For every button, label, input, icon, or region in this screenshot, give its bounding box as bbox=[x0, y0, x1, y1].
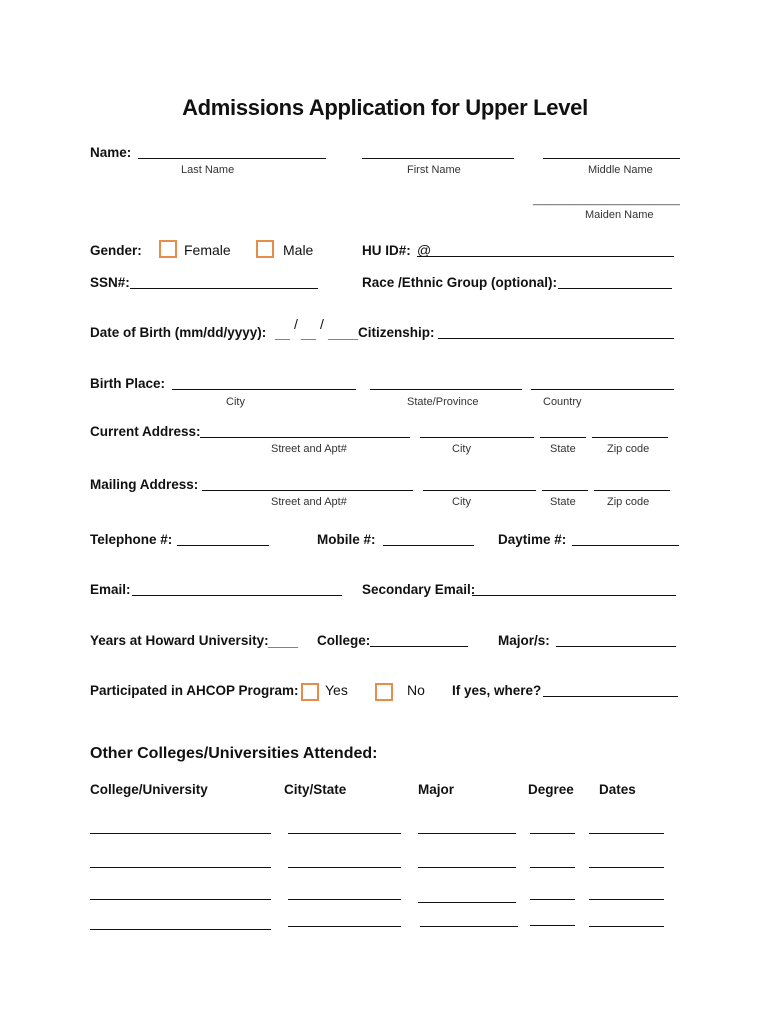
college-row-4-college[interactable] bbox=[90, 929, 271, 930]
secondary-email-field[interactable] bbox=[472, 595, 676, 596]
college-row-1-major[interactable] bbox=[418, 833, 516, 834]
citizenship-field[interactable] bbox=[438, 338, 674, 339]
college-row-4-dates[interactable] bbox=[589, 926, 664, 927]
ahcop-yes-label: Yes bbox=[325, 682, 348, 698]
birth-city-caption: City bbox=[226, 396, 245, 408]
male-label: Male bbox=[283, 242, 314, 258]
college-row-2-degree[interactable] bbox=[530, 867, 575, 868]
college-row-1-degree[interactable] bbox=[530, 833, 575, 834]
mobile-field[interactable] bbox=[383, 545, 474, 546]
birth-place-label: Birth Place: bbox=[90, 376, 166, 391]
telephone-field[interactable] bbox=[177, 545, 269, 546]
mailing-city-field[interactable] bbox=[423, 490, 536, 491]
birth-city-field[interactable] bbox=[172, 389, 356, 390]
birth-state-field[interactable] bbox=[370, 389, 522, 390]
mailing-street-field[interactable] bbox=[202, 490, 413, 491]
ahcop-label: Participated in AHCOP Program: bbox=[90, 683, 299, 698]
column-dates: Dates bbox=[599, 782, 636, 797]
dob-slash-2: / bbox=[320, 316, 324, 332]
column-college: College/University bbox=[90, 782, 208, 797]
last-name-caption: Last Name bbox=[181, 164, 235, 176]
college-row-2-city[interactable] bbox=[288, 867, 401, 868]
ahcop-yes-checkbox[interactable] bbox=[301, 683, 319, 701]
college-row-3-dates[interactable] bbox=[589, 899, 664, 900]
college-row-2-college[interactable] bbox=[90, 867, 271, 868]
column-major: Major bbox=[418, 782, 455, 797]
college-row-3-degree[interactable] bbox=[530, 899, 575, 900]
current-zip-caption: Zip code bbox=[607, 443, 650, 455]
first-name-field[interactable] bbox=[362, 158, 514, 159]
college-row-1-college[interactable] bbox=[90, 833, 271, 834]
dob-label: Date of Birth (mm/dd/yyyy): bbox=[90, 325, 267, 340]
hu-id-label: HU ID#: bbox=[362, 243, 411, 258]
college-row-4-city[interactable] bbox=[288, 926, 401, 927]
page-title: Admissions Application for Upper Level bbox=[182, 95, 588, 120]
column-city-state: City/State bbox=[284, 782, 347, 797]
other-colleges-heading: Other Colleges/Universities Attended: bbox=[90, 745, 378, 762]
email-field[interactable] bbox=[132, 595, 342, 596]
citizenship-label: Citizenship: bbox=[358, 325, 435, 340]
birth-state-caption: State/Province bbox=[407, 396, 479, 408]
major-field[interactable] bbox=[556, 646, 676, 647]
college-row-3-city[interactable] bbox=[288, 899, 401, 900]
maiden-name-field[interactable]: ________________________ bbox=[533, 194, 680, 206]
college-field[interactable] bbox=[370, 646, 468, 647]
mailing-state-field[interactable] bbox=[542, 490, 588, 491]
current-street-field[interactable] bbox=[200, 437, 410, 438]
mailing-zip-field[interactable] bbox=[594, 490, 670, 491]
mailing-city-caption: City bbox=[452, 496, 471, 508]
current-state-field[interactable] bbox=[540, 437, 586, 438]
current-state-caption: State bbox=[550, 443, 576, 455]
maiden-name-caption: Maiden Name bbox=[585, 209, 654, 221]
years-label: Years at Howard University: bbox=[90, 633, 269, 648]
ahcop-no-label: No bbox=[407, 682, 425, 698]
middle-name-caption: Middle Name bbox=[588, 164, 653, 176]
mailing-street-caption: Street and Apt# bbox=[271, 496, 347, 508]
male-checkbox[interactable] bbox=[256, 240, 274, 258]
daytime-field[interactable] bbox=[572, 545, 679, 546]
daytime-label: Daytime #: bbox=[498, 532, 567, 547]
dob-day-field[interactable]: __ bbox=[301, 326, 317, 341]
college-row-2-major[interactable] bbox=[418, 867, 516, 868]
current-zip-field[interactable] bbox=[592, 437, 668, 438]
secondary-email-label: Secondary Email: bbox=[362, 582, 476, 597]
years-field[interactable]: ____ bbox=[268, 634, 299, 649]
mobile-label: Mobile #: bbox=[317, 532, 376, 547]
race-label: Race /Ethnic Group (optional): bbox=[362, 275, 557, 290]
hu-id-field[interactable] bbox=[417, 256, 674, 257]
college-label: College: bbox=[317, 633, 371, 648]
column-degree: Degree bbox=[528, 782, 574, 797]
dob-slash-1: / bbox=[294, 316, 298, 332]
ssn-label: SSN#: bbox=[90, 275, 130, 290]
college-row-3-major[interactable] bbox=[418, 902, 516, 903]
college-row-1-city[interactable] bbox=[288, 833, 401, 834]
dob-year-field[interactable]: ____ bbox=[328, 326, 359, 341]
current-street-caption: Street and Apt# bbox=[271, 443, 347, 455]
college-row-2-dates[interactable] bbox=[589, 867, 664, 868]
birth-country-field[interactable] bbox=[531, 389, 674, 390]
current-city-caption: City bbox=[452, 443, 471, 455]
college-row-1-dates[interactable] bbox=[589, 833, 664, 834]
last-name-field[interactable] bbox=[138, 158, 326, 159]
college-row-4-major[interactable] bbox=[420, 926, 518, 927]
mailing-state-caption: State bbox=[550, 496, 576, 508]
ssn-field[interactable] bbox=[130, 288, 318, 289]
female-checkbox[interactable] bbox=[159, 240, 177, 258]
female-label: Female bbox=[184, 242, 231, 258]
birth-country-caption: Country bbox=[543, 396, 582, 408]
dob-month-field[interactable]: __ bbox=[275, 326, 291, 341]
mailing-zip-caption: Zip code bbox=[607, 496, 650, 508]
race-field[interactable] bbox=[558, 288, 672, 289]
gender-label: Gender: bbox=[90, 243, 142, 258]
current-address-label: Current Address: bbox=[90, 424, 201, 439]
college-row-3-college[interactable] bbox=[90, 899, 271, 900]
major-label: Major/s: bbox=[498, 633, 550, 648]
middle-name-field[interactable] bbox=[543, 158, 680, 159]
ahcop-where-label: If yes, where? bbox=[452, 683, 542, 698]
college-row-4-degree[interactable] bbox=[530, 925, 575, 926]
ahcop-no-checkbox[interactable] bbox=[375, 683, 393, 701]
telephone-label: Telephone #: bbox=[90, 532, 173, 547]
current-city-field[interactable] bbox=[420, 437, 534, 438]
hu-id-at: @ bbox=[417, 242, 432, 258]
ahcop-where-field[interactable] bbox=[543, 696, 678, 697]
email-label: Email: bbox=[90, 582, 131, 597]
mailing-address-label: Mailing Address: bbox=[90, 477, 199, 492]
name-label: Name: bbox=[90, 145, 132, 160]
first-name-caption: First Name bbox=[407, 164, 461, 176]
